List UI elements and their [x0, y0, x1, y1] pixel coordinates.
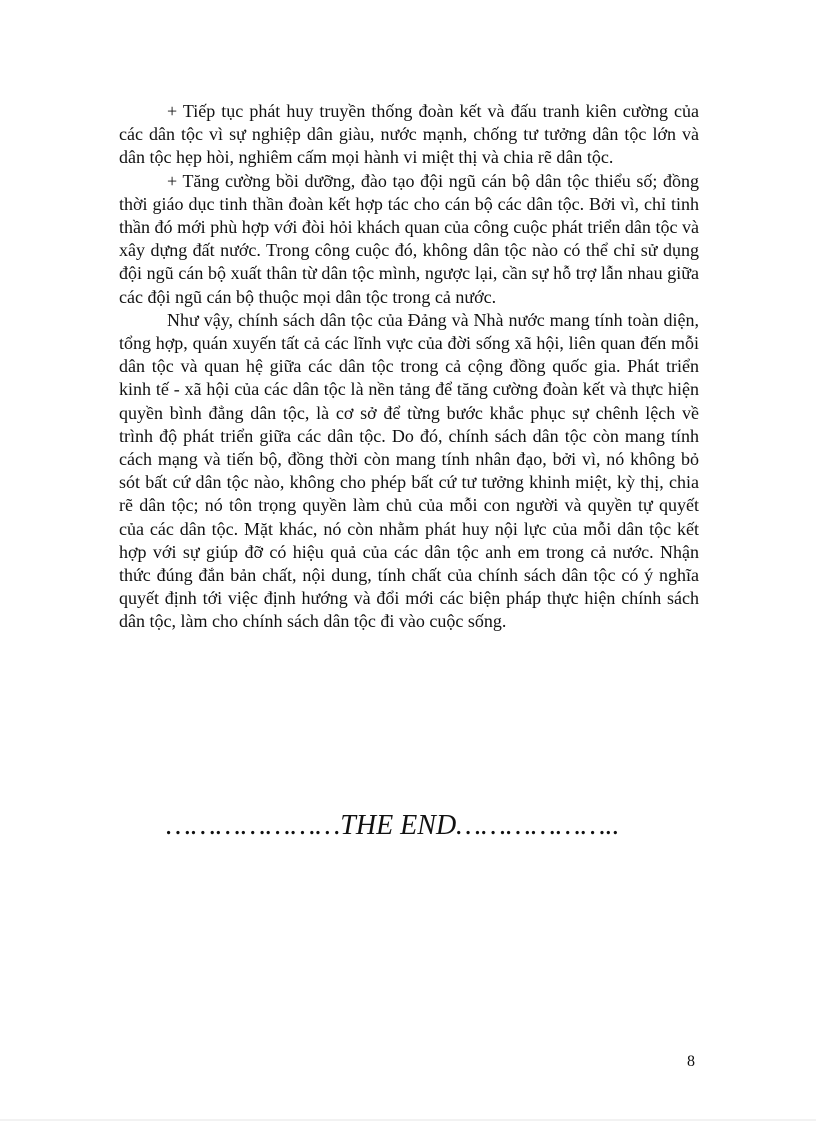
paragraph-solidarity: + Tiếp tục phát huy truyền thống đoàn kết và đấu tranh kiên cường của các dân tộc vì sự nghiệp dân giàu, nước mạnh, chống tư tưởng dân tộc lớn và dân tộc hẹp hòi, nghiêm cấm mọi hành vi miệt thị và chia rẽ dân tộc.	[119, 101, 699, 168]
body-text	[119, 100, 699, 634]
the-end-heading: …………………THE END………………..	[166, 810, 620, 841]
page-bottom-edge	[0, 1119, 816, 1121]
paragraph-policy-summary: Như vậy, chính sách dân tộc của Đảng và Nhà nước mang tính toàn diện, tổng hợp, quán xuyến tất cả các lĩnh vực của đời sống xã hội, liên quan đến mỗi dân tộc và quan hệ giữa các dân tộc trong cả cộng đồng quốc gia. Phát triển kinh tế - xã hội của các dân tộc là nền tảng để tăng cường đoàn kết và thực hiện quyền bình đẳng dân tộc, là cơ sở để từng bước khắc phục sự chênh lệch về trình độ phát triển giữa các dân tộc. Do đó, chính sách dân tộc còn mang tính cách mạng và tiến bộ, đồng thời còn mang tính nhân đạo, bởi vì, nó không bỏ sót bất cứ dân tộc nào, không cho phép bất cứ tư tưởng khinh miệt, kỳ thị, chia rẽ dân tộc; nó tôn trọng quyền làm chủ của mỗi con người và quyền tự quyết của các dân tộc. Mặt khác, nó còn nhằm phát huy nội lực của mỗi dân tộc kết hợp với sự giúp đỡ có hiệu quả của các dân tộc anh em trong cả nước. Nhận thức đúng đắn bản chất, nội dung, tính chất của chính sách dân tộc có ý nghĩa quyết định tới việc định hướng và đổi mới các biện pháp thực hiện chính sách dân tộc, làm cho chính sách dân tộc đi vào cuộc sống.	[119, 309, 699, 632]
page-number: 8	[687, 1053, 695, 1070]
paragraph-cadre-training: + Tăng cường bồi dưỡng, đào tạo đội ngũ cán bộ dân tộc thiểu số; đồng thời giáo dục tinh thần đoàn kết hợp tác cho cán bộ các dân tộc. Bởi vì, chỉ tinh thần đó mới phù hợp với đòi hỏi khách quan của công cuộc phát triển dân tộc và xây dựng đất nước. Trong công cuộc đó, không dân tộc nào có thể chỉ sử dụng đội ngũ cán bộ xuất thân từ dân tộc mình, ngược lại, cần sự hỗ trợ lẫn nhau giữa các đội ngũ cán bộ thuộc mọi dân tộc trong cả nước.	[119, 170, 699, 307]
